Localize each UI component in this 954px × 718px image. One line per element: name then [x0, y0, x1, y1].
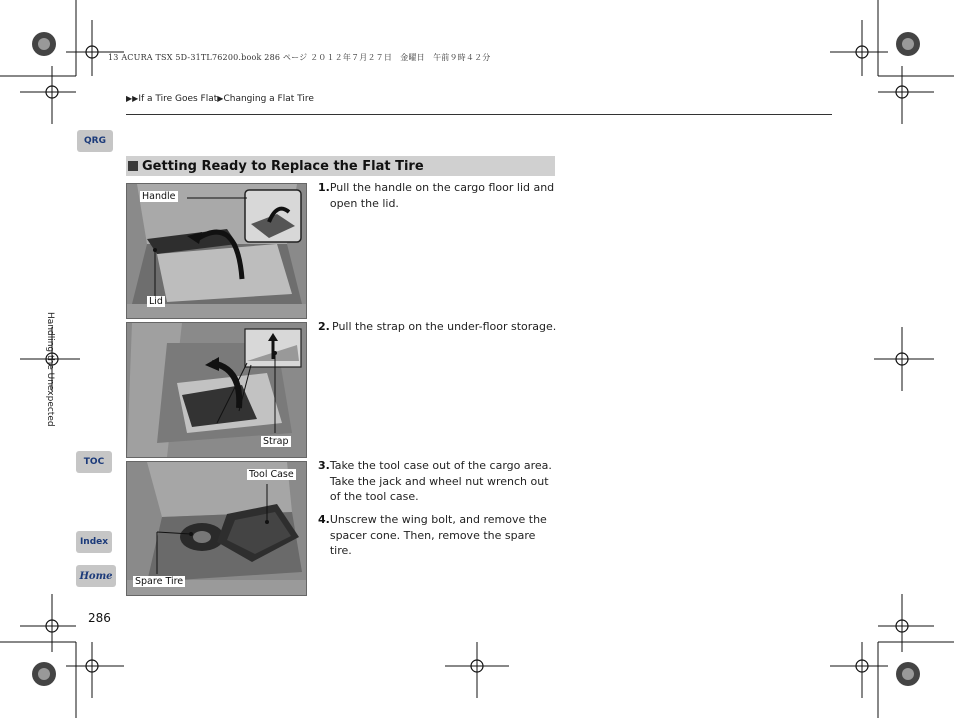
print-header: 13 ACURA TSX 5D-31TL76200.book 286 ページ ２０１２年７月２７日 金曜日 午前９時４２分 — [108, 53, 491, 62]
step-number: 1. — [318, 181, 330, 194]
step-text: Take the tool case out of the cargo area. Take the jack and wheel nut wrench out of the tool case. — [329, 459, 552, 503]
callout-spare-tire: Spare Tire — [135, 576, 184, 587]
step-text: Pull the strap on the under-floor storage. — [332, 320, 557, 333]
home-button[interactable]: Home — [76, 565, 116, 587]
breadcrumb — [126, 94, 314, 104]
breadcrumb-arrows: ▶▶ — [126, 94, 139, 103]
section-square-icon — [128, 161, 138, 171]
index-button[interactable]: Index — [76, 531, 112, 553]
step-2 — [318, 319, 558, 335]
figure-strap — [126, 322, 307, 458]
step-number: 4. — [318, 513, 330, 526]
step-number: 3. — [318, 459, 330, 472]
step-text: Pull the handle on the cargo floor lid and open the lid. — [329, 181, 555, 210]
header-rule — [126, 114, 832, 115]
page-number: 286 — [88, 611, 111, 625]
breadcrumb-link-flat-tire[interactable]: If a Tire Goes Flat — [138, 94, 218, 104]
step-text: Unscrew the wing bolt, and remove the spacer cone. Then, remove the spare tire. — [329, 513, 547, 557]
chapter-label: Handling the Unexpected — [45, 312, 55, 427]
breadcrumb-current[interactable]: Changing a Flat Tire — [223, 94, 314, 104]
figure-tool-case — [126, 461, 307, 596]
step-3 — [318, 458, 558, 505]
callout-tool-case: Tool Case — [249, 469, 294, 480]
step-4 — [318, 512, 558, 559]
callout-handle: Handle — [142, 191, 176, 202]
section-heading — [126, 156, 555, 176]
step-1 — [318, 180, 558, 211]
qrg-button[interactable]: QRG — [77, 130, 113, 152]
toc-button[interactable]: TOC — [76, 451, 112, 473]
callout-strap: Strap — [263, 436, 289, 447]
section-title: Getting Ready to Replace the Flat Tire — [142, 158, 424, 174]
breadcrumb-separator: ▶ — [217, 94, 224, 103]
figure-cargo-lid — [126, 183, 307, 319]
callout-lid: Lid — [149, 296, 163, 307]
step-number: 2. — [318, 320, 330, 333]
